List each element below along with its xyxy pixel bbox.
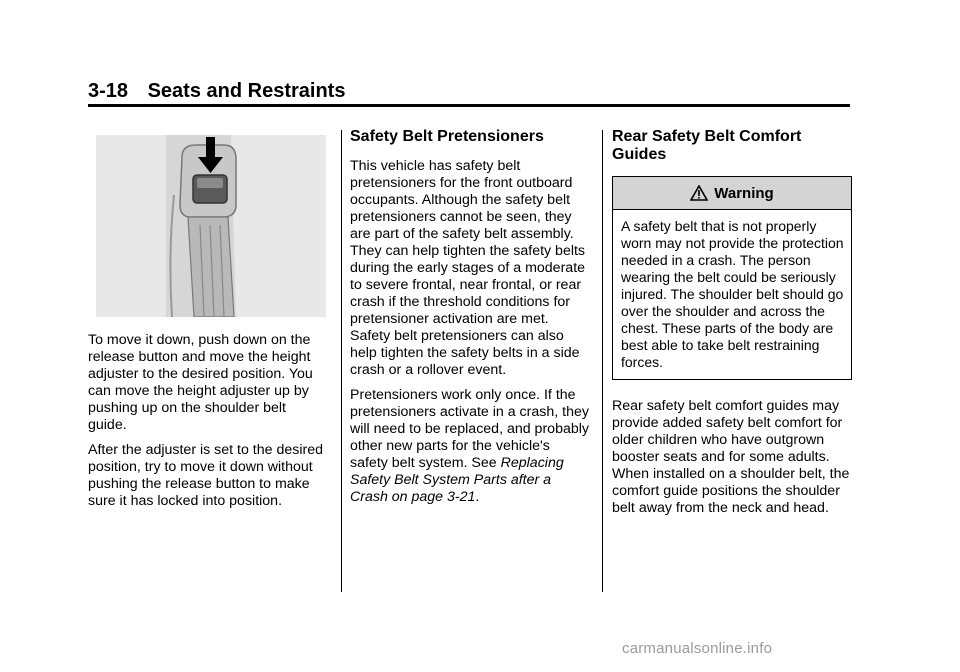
- col1-paragraph-2: After the adjuster is set to the desired position, try to move it down without pushing the release button to make sure it has locked into position.: [88, 442, 324, 509]
- col2-paragraph-2-text: Pretensioners work only once. If the pretensioners activate in a crash, they will need to be replaced, and probably other new parts for the vehicle's safety belt system. See: [350, 387, 589, 471]
- watermark: carmanualsonline.info: [622, 640, 773, 657]
- heading-safety-belt-pretensioners: Safety Belt Pretensioners: [350, 128, 544, 145]
- col1-paragraph-1: To move it down, push down on the release button and move the height adjuster to the desired position. You can move the height adjuster up by pushing up on the shoulder belt guide.: [88, 332, 313, 433]
- warning-box: [612, 176, 852, 380]
- warning-title: Warning: [714, 184, 774, 202]
- column-2: [350, 128, 590, 514]
- heading-rear-comfort-guides: Rear Safety Belt Comfort Guides: [612, 128, 802, 163]
- xref-end: .: [475, 489, 480, 505]
- cross-reference-link[interactable]: Replacing Safety Belt System Parts after a Crash on page 3-21: [350, 455, 564, 505]
- page-header: [88, 80, 345, 103]
- column-3: [612, 128, 852, 525]
- column-1: [88, 332, 328, 518]
- warning-header: [613, 177, 851, 210]
- section-title: Seats and Restraints: [147, 80, 346, 102]
- page-number: 3-18: [88, 80, 129, 102]
- warning-text: A safety belt that is not properly worn may not provide the protection needed in a crash. The person wearing the belt could be seriously injured. The shoulder belt should go over the shoulder and across the chest. These parts of the body are best able to take belt restraining forces.: [621, 218, 844, 370]
- warning-triangle-icon: [690, 185, 708, 201]
- col2-paragraph-2: [350, 387, 590, 506]
- col3-paragraph: Rear safety belt comfort guides may provide added safety belt comfort for older children who have outgrown booster seats and for some adults. When installed on a shoulder belt, the comfort guide positions the shoulder belt away from the neck and head.: [612, 398, 850, 516]
- col2-paragraph-1: This vehicle has safety belt pretensioners for the front outboard occupants. Although the safety belt pretensioners cannot be seen, they are part of the safety belt assembly. They can help tighten the safety belts during the early stages of a moderate to severe frontal, near frontal, or rear crash if the threshold conditions for pretensioner activation are met. Safety belt pretensioners can also help tighten the safety belts in a side crash or a rollover event.: [350, 158, 586, 378]
- column-divider-1: [341, 130, 342, 592]
- height-adjuster-illustration: [96, 135, 326, 317]
- column-divider-2: [602, 130, 603, 592]
- header-rule: [88, 104, 850, 107]
